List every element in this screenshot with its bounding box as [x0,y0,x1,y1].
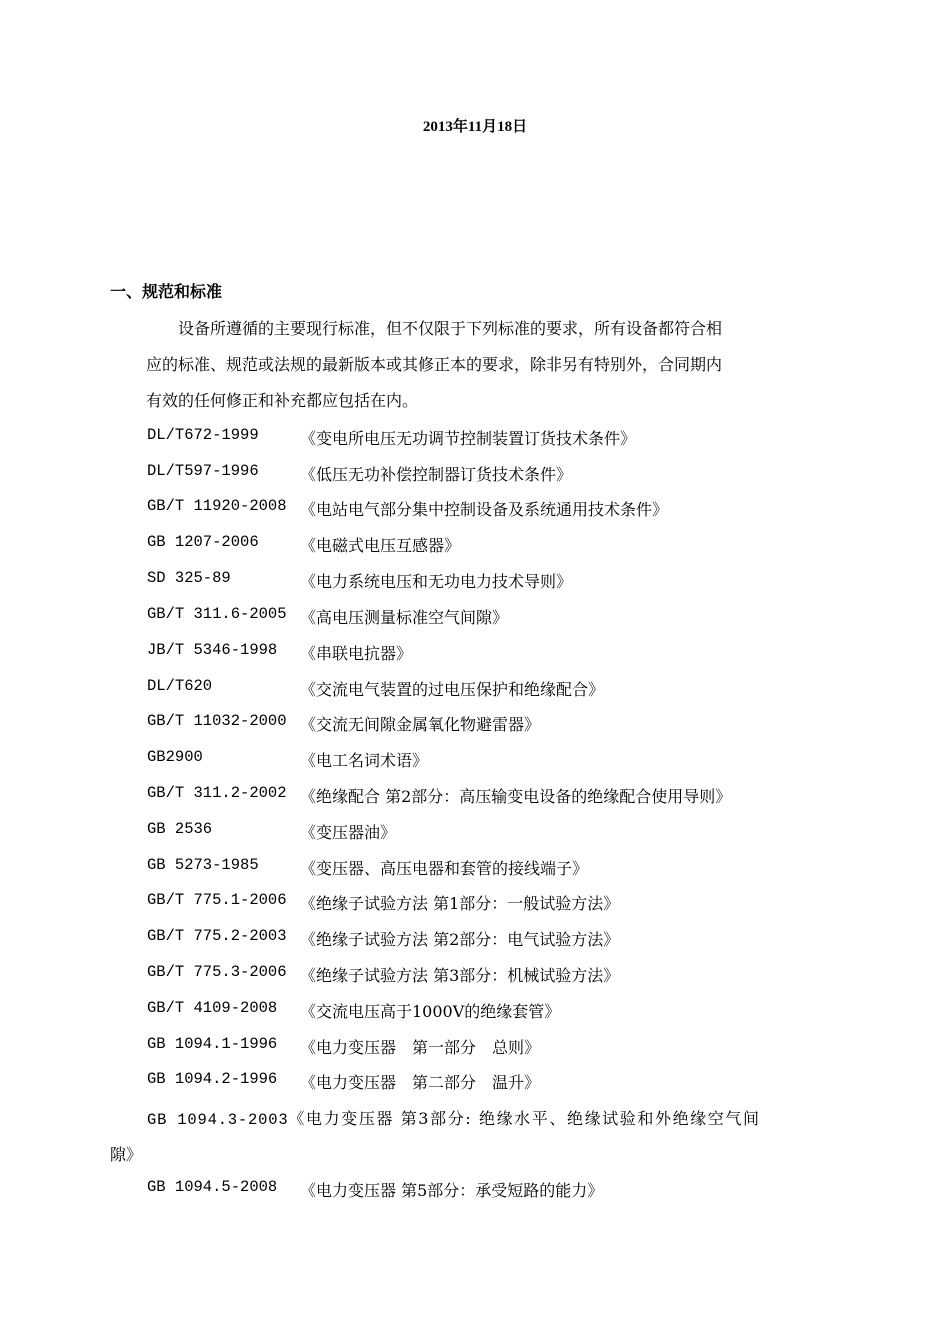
standard-code: DL/T672-1999 [147,426,259,444]
standard-code: GB 1094.2-1996 [147,1070,278,1088]
standard-title-line-1: 《电力变压器 第3部分: 绝缘水平、绝缘试验和外绝缘空气间 [288,1109,761,1128]
document-date: 2013年11月18日 [422,119,528,135]
standard-title: 《低压无功补偿控制器订货技术条件》 [300,465,573,484]
standard-title: 《交流无间隙金属氧化物避雷器》 [300,715,541,734]
standard-title: 《电力系统电压和无功电力技术导则》 [300,572,573,591]
intro-paragraph-line-3: 有效的任何修正和补充都应包括在内。 [146,391,419,410]
standard-code: GB 1094.5-2008 [147,1178,278,1196]
standard-title: 《电磁式电压互感器》 [300,536,461,555]
standard-title-line-2: 隙》 [110,1145,143,1164]
standard-code: GB 2536 [147,820,213,838]
standard-code: SD 325-89 [147,569,231,587]
standard-code: GB 1207-2006 [147,533,259,551]
standard-code: GB/T 11920-2008 [147,497,287,515]
standard-code: GB/T 775.2-2003 [147,927,287,945]
standard-code: GB/T 11032-2000 [147,712,287,730]
intro-paragraph-line-1: 设备所遵循的主要现行标准，但不仅限于下列标准的要求，所有设备都符合相 [178,319,723,338]
standard-title: 《绝缘子试验方法 第3部分：机械试验方法》 [300,966,620,985]
standard-title: 《高电压测量标准空气间隙》 [300,608,509,627]
standard-title: 《电力变压器 第5部分：承受短路的能力》 [300,1181,604,1200]
standard-code: GB/T 775.1-2006 [147,891,287,909]
standard-title: 《变压器油》 [300,823,397,842]
standard-code: GB/T 311.2-2002 [147,784,287,802]
standard-code: GB2900 [147,748,203,766]
standard-title: 《电工名词术语》 [300,751,429,770]
standard-code: GB/T 4109-2008 [147,999,278,1017]
standard-title: 《交流电气装置的过电压保护和绝缘配合》 [300,680,605,699]
standard-code: DL/T620 [147,677,213,695]
standard-title: 《绝缘子试验方法 第2部分：电气试验方法》 [300,930,620,949]
section-heading: 一、规范和标准 [110,282,223,301]
standard-title: 《电力变压器 第一部分 总则》 [300,1038,541,1057]
standard-title: 《绝缘配合 第2部分：高压输变电设备的绝缘配合使用导则》 [300,787,732,806]
standard-title: 《变压器、高压电器和套管的接线端子》 [300,859,589,878]
standard-code: GB 5273-1985 [147,856,259,874]
standard-title: 《电力变压器 第二部分 温升》 [300,1073,541,1092]
standard-code: DL/T597-1996 [147,462,259,480]
standard-title: 《绝缘子试验方法 第1部分：一般试验方法》 [300,894,620,913]
standard-item-wrapped [147,1106,761,1129]
standard-title: 《交流电压高于1000V的绝缘套管》 [300,1002,561,1021]
standard-code: GB 1094.3-2003 [147,1111,289,1129]
standard-title: 《变电所电压无功调节控制装置订货技术条件》 [300,429,637,448]
intro-paragraph-line-2: 应的标准、规范或法规的最新版本或其修正本的要求，除非另有特别外，合同期内 [146,355,723,374]
standard-code: GB 1094.1-1996 [147,1035,278,1053]
standard-title: 《串联电抗器》 [300,644,413,663]
standard-title: 《电站电气部分集中控制设备及系统通用技术条件》 [300,500,669,519]
standard-code: GB/T 311.6-2005 [147,605,287,623]
standard-code: JB/T 5346-1998 [147,641,278,659]
standard-code: GB/T 775.3-2006 [147,963,287,981]
